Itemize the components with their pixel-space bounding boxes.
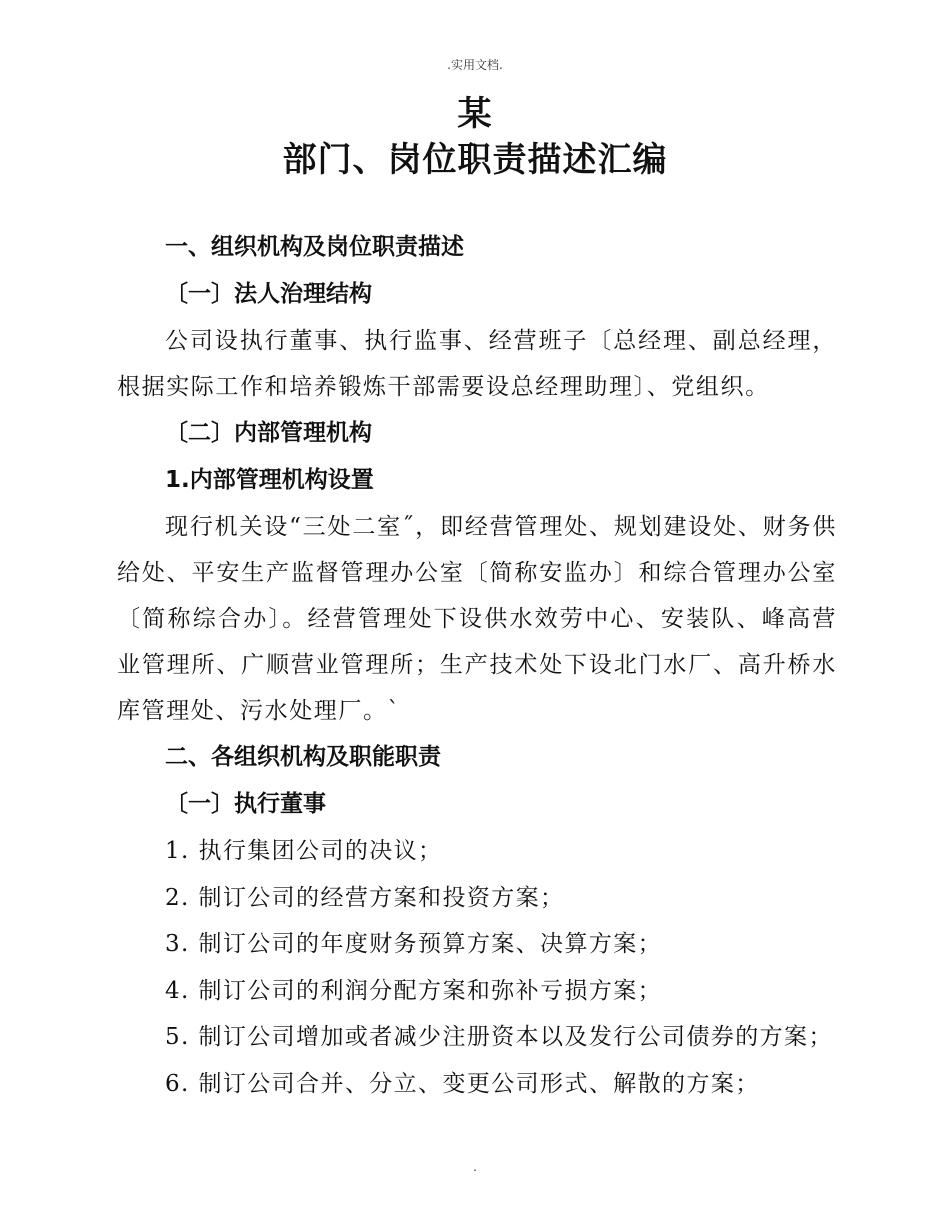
list-item: 3. 制订公司的年度财务预算方案、决算方案；	[165, 931, 663, 957]
header-note: .实用文档.	[447, 58, 503, 72]
section-2-1-heading: 〔一〕执行董事	[165, 791, 326, 817]
section-2-heading: 二、各组织机构及职能职责	[165, 744, 441, 770]
list-item: 1. 执行集团公司的决议；	[165, 838, 443, 864]
section-1-heading: 一、组织机构及岗位职责描述	[165, 234, 464, 260]
list-item: 2. 制订公司的经营方案和投资方案；	[165, 884, 565, 911]
section-1-2-1-paragraph: 现行机关设“三处二室˝，即经营管理处、规划建设处、财务供给处、平安生产监督管理办公室〔简称安监办〕和综合管理办公室〔简称综合办〕。经营管理处下设供水效劳中心、安装队、峰高营业管理所、广顺营业管理所；生产技术处下设北门水厂、高升桥水库管理处、污水处理厂。`	[117, 514, 837, 724]
list-item: 4. 制订公司的利润分配方案和弥补亏损方案；	[165, 977, 663, 1004]
list-item: 6. 制订公司合并、分立、变更公司形式、解散的方案；	[165, 1070, 760, 1097]
document-body	[117, 224, 837, 1107]
footer-mark: .	[473, 1160, 477, 1174]
section-1-1-heading: 〔一〕法人治理结构	[165, 281, 372, 307]
title-line-2: 部门、岗位职责描述汇编	[282, 140, 668, 180]
list-item: 5. 制订公司增加或者减少注册资本以及发行公司债券的方案；	[165, 1024, 833, 1050]
section-1-1-paragraph: 公司设执行董事、执行监事、经营班子〔总经理、副总经理，根据实际工作和培养锻炼干部需要设总经理助理〕、党组织。	[117, 328, 837, 400]
section-1-2-heading: 〔二〕内部管理机构	[165, 420, 372, 446]
section-1-2-1-heading: 1.内部管理机构设置	[165, 467, 374, 493]
title-line-1: 某	[457, 94, 493, 134]
